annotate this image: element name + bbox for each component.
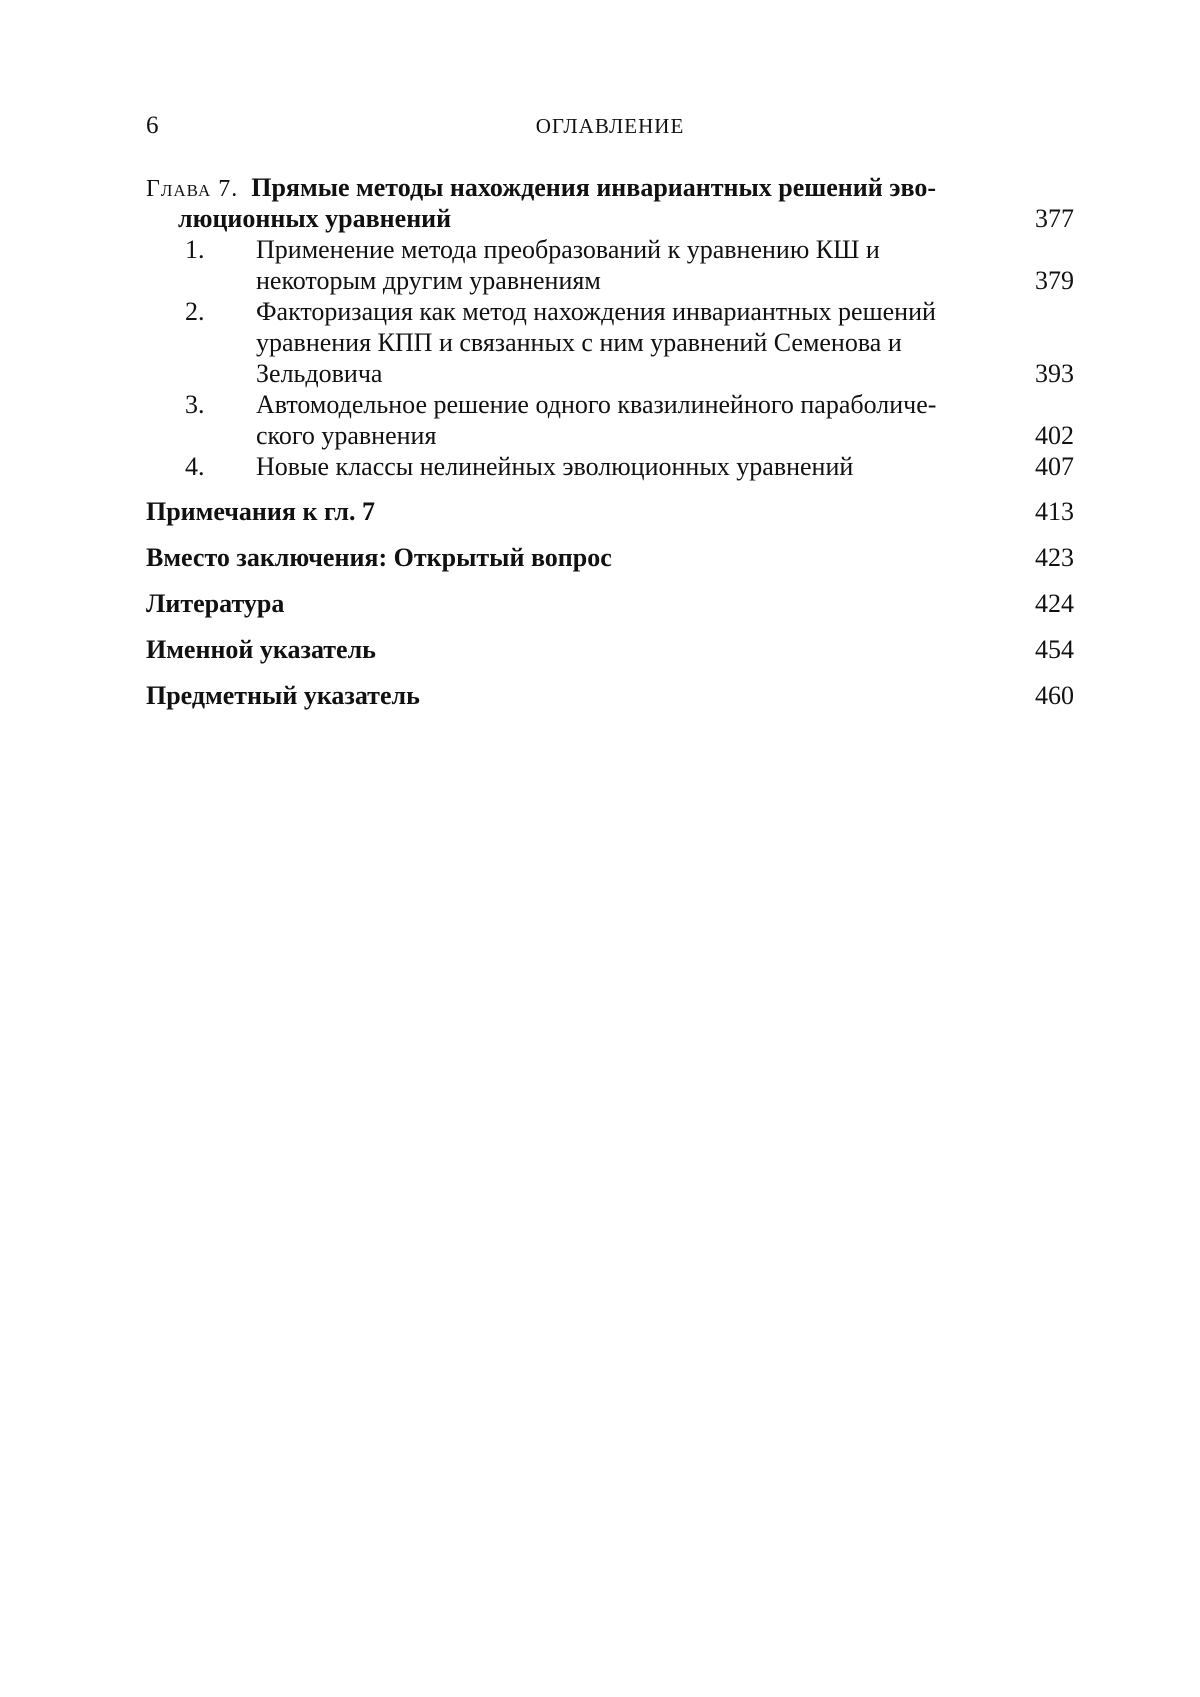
section-title-part: Зельдовича xyxy=(256,359,390,388)
entry-title: Вместо заключения: Открытый вопрос xyxy=(146,543,620,572)
section-title-part: Новые классы нелинейных эволюционных уравнений xyxy=(256,452,861,481)
section-title-part: Автомодельное решение одного квазилинейного параболиче- xyxy=(256,390,944,419)
section-line xyxy=(256,234,1074,265)
section-page: 393 xyxy=(1027,358,1074,389)
section-page: 407 xyxy=(1027,451,1074,482)
page-number: 6 xyxy=(146,112,159,139)
section-title-part: Применение метода преобразований к уравнению КШ и xyxy=(256,235,888,264)
running-head: ОГЛАВЛЕНИЕ xyxy=(535,114,685,138)
section-number: 3. xyxy=(185,390,205,419)
section-title-part: Факторизация как метод нахождения инвариантных решений xyxy=(256,297,944,326)
section-line xyxy=(256,420,1074,451)
chapter-title-part-2: люционных уравнений xyxy=(178,204,459,233)
entry-title: Примечания к гл. 7 xyxy=(146,497,383,526)
toc-section-4 xyxy=(146,451,1074,482)
page-header xyxy=(146,112,1074,148)
section-number: 1. xyxy=(185,235,205,264)
entry-page: 454 xyxy=(1027,634,1074,666)
section-title-part: уравнения КПП и связанных с ним уравнений Семенова и xyxy=(256,328,910,357)
section-number: 4. xyxy=(185,452,205,481)
toc-section-1 xyxy=(146,234,1074,296)
toc-entry-subject-index xyxy=(146,680,1074,712)
section-line xyxy=(256,265,1074,296)
section-line xyxy=(256,451,1074,482)
chapter-title-line-1 xyxy=(146,172,1074,203)
chapter-label: Глава 7. xyxy=(146,176,239,202)
section-line xyxy=(256,296,1074,327)
section-page: 402 xyxy=(1027,420,1074,451)
table-of-contents xyxy=(146,172,1074,712)
toc-section-3 xyxy=(146,389,1074,451)
chapter-page: 377 xyxy=(1027,203,1074,234)
toc-entry-literature xyxy=(146,588,1074,620)
toc-section-2 xyxy=(146,296,1074,389)
entry-title: Предметный указатель xyxy=(146,681,428,710)
entry-page: 424 xyxy=(1027,588,1074,620)
chapter-title-line-2 xyxy=(146,203,1074,234)
section-title-part: некоторым другим уравнениям xyxy=(256,266,609,295)
section-line xyxy=(256,358,1074,389)
section-number: 2. xyxy=(185,297,205,326)
chapter-title-part-1: Прямые методы нахождения инвариантных решений эво- xyxy=(251,173,936,202)
toc-chapter-7 xyxy=(146,172,1074,234)
entry-page: 460 xyxy=(1027,680,1074,712)
toc-entry-conclusion xyxy=(146,542,1074,574)
toc-entry-notes xyxy=(146,496,1074,528)
section-line xyxy=(256,389,1074,420)
section-title-part: ского уравнения xyxy=(256,421,444,450)
section-page: 379 xyxy=(1027,265,1074,296)
section-line xyxy=(256,327,1074,358)
entry-page: 423 xyxy=(1027,542,1074,574)
entry-page: 413 xyxy=(1027,496,1074,528)
toc-entry-name-index xyxy=(146,634,1074,666)
entry-title: Именной указатель xyxy=(146,635,384,664)
entry-title: Литература xyxy=(146,589,292,618)
